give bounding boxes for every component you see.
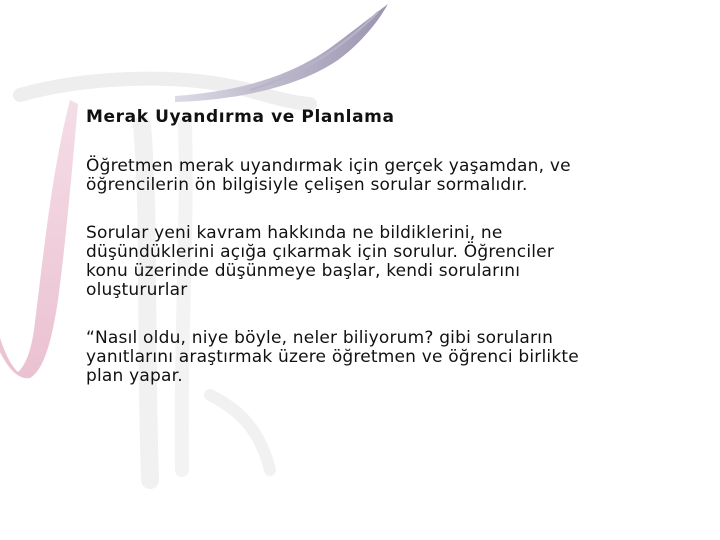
text-line: Öğretmen merak uyandırmak için gerçek yaşamdan, ve	[86, 156, 571, 176]
paragraph-questions	[86, 224, 676, 300]
text-line: öğrencilerin ön bilgisiyle çelişen sorular sormalıdır.	[86, 175, 528, 195]
text-line: yanıtlarını araştırmak üzere öğretmen ve öğrenci birlikte	[86, 347, 579, 367]
text-line: oluştururlar	[86, 280, 188, 300]
text-line: konu üzerinde düşünmeye başlar, kendi sorularını	[86, 261, 521, 281]
slide-title: Merak Uyandırma ve Planlama	[86, 107, 395, 127]
text-line: “Nasıl oldu, niye böyle, neler biliyorum? gibi soruların	[86, 328, 554, 348]
purple-swoosh-highlight	[250, 12, 378, 90]
paragraph-curiosity	[86, 157, 676, 195]
text-line: Sorular yeni kavram hakkında ne bildiklerini, ne	[86, 223, 503, 243]
text-line: düşündüklerini açığa çıkarmak için sorulur. Öğrenciler	[86, 242, 555, 262]
text-line: plan yapar.	[86, 366, 183, 386]
pink-swoosh	[0, 100, 78, 378]
paragraph-planning	[86, 329, 676, 386]
ghost-curve-shape	[210, 395, 270, 470]
